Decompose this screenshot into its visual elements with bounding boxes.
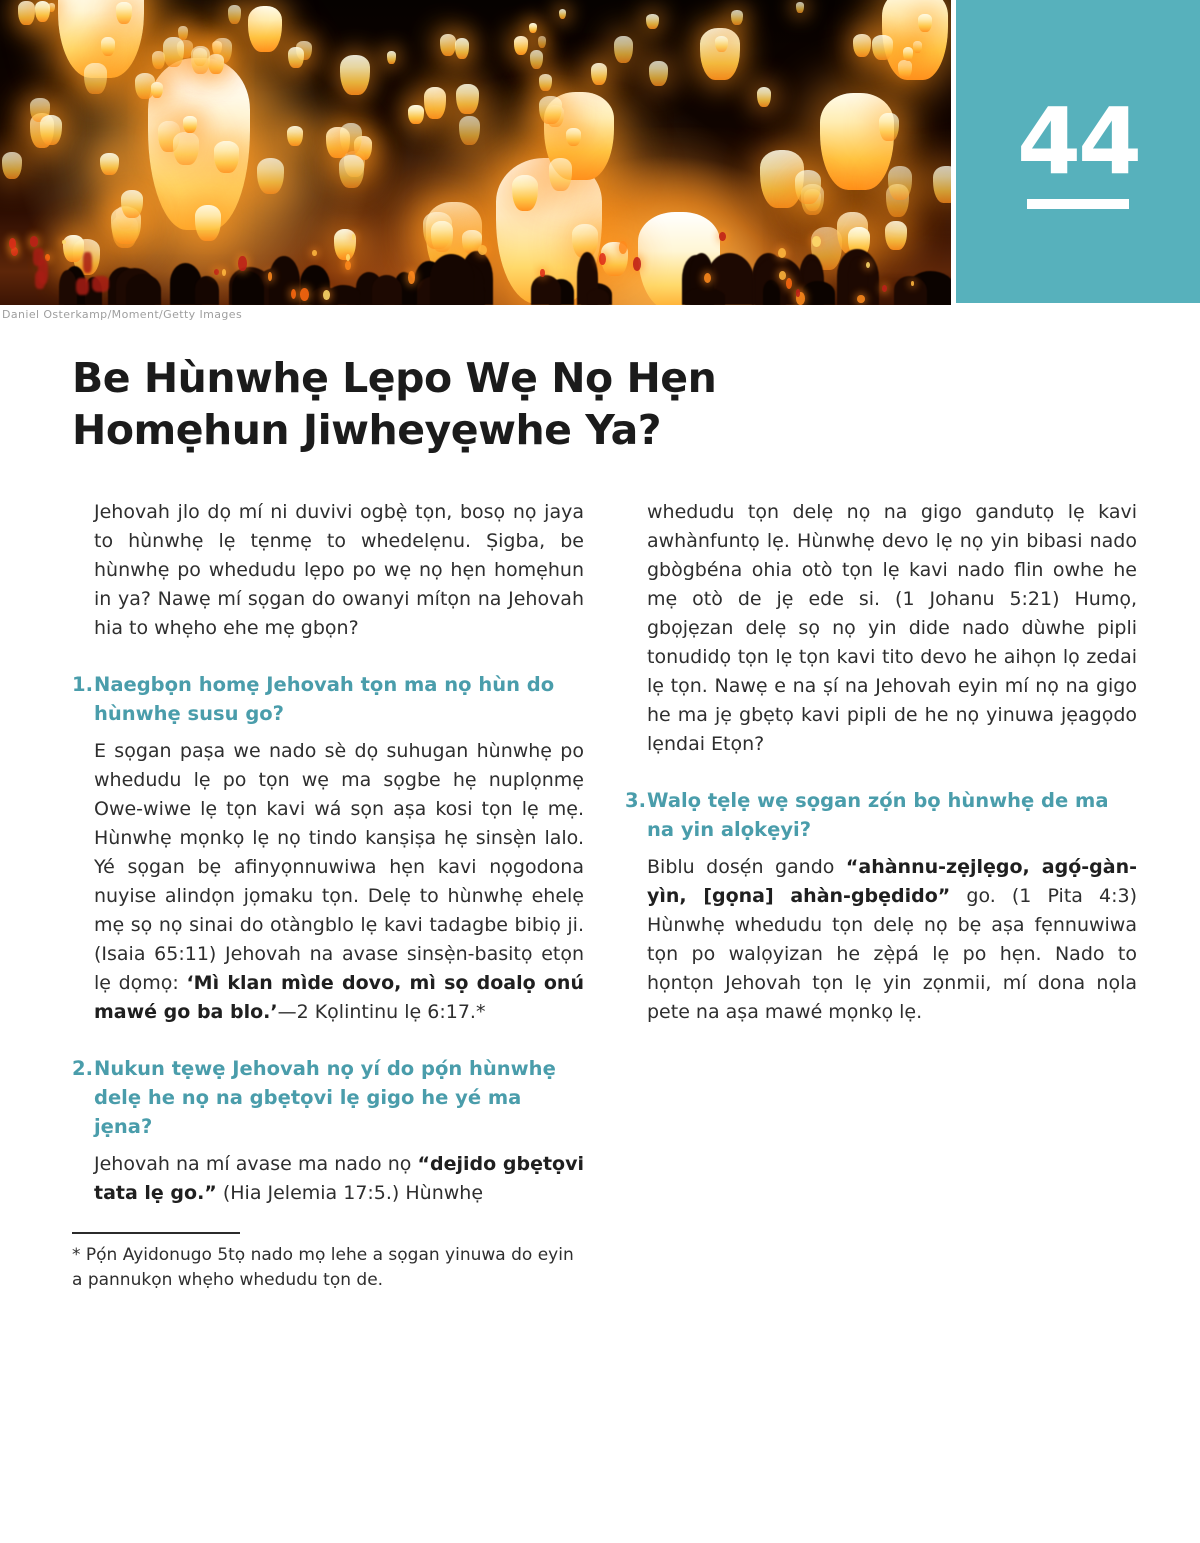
crowd-silhouette — [328, 285, 361, 305]
lantern-shape — [903, 47, 914, 61]
question-3-number: 3. — [625, 789, 646, 812]
lantern-shape — [795, 170, 822, 204]
chapter-number-underline — [1027, 199, 1129, 209]
ember-light — [796, 289, 800, 296]
lantern-shape — [879, 113, 899, 141]
lantern-shape — [566, 128, 581, 147]
lantern-shape — [387, 51, 396, 63]
lantern-shape — [646, 14, 658, 30]
crowd-silhouette — [531, 275, 561, 305]
q2-scripture-quote: “dejido gbẹtọvi tata lẹ go.” — [94, 1153, 585, 1204]
intro-paragraph: Jehovah jlo dọ mí ni duvivi ogbẹ̀ tọn, bosọ nọ jaya to hùnwhẹ lẹ tẹnmẹ to whedelẹnu. Ṣigba, be hùnwhẹ po whedudu lẹpo po wẹ nọ hẹn homẹhun in ya? Nawẹ mí sọgan do owanyi mítọn na Jehovah hia to whẹho ehe mẹ gbọn? — [94, 501, 584, 639]
question-1-paragraph — [72, 737, 584, 1027]
left-column — [72, 498, 584, 1293]
crowd-silhouette — [232, 271, 264, 305]
lantern-shape — [455, 38, 469, 59]
question-1-heading — [72, 670, 584, 728]
lantern-shape — [40, 115, 63, 146]
ember-light — [291, 289, 296, 299]
page-title-line2: Homẹhun Jiwheyẹwhe Ya? — [72, 406, 662, 454]
lantern-shape — [151, 82, 163, 99]
lantern-shape — [18, 1, 35, 24]
crowd-silhouette — [894, 276, 927, 305]
lantern-shape — [539, 74, 552, 91]
q3-scripture-quote: “ahànnu-zẹjlẹgo, agọ́-gàn-yìn, [gọna] ahàn-gbẹdido” — [647, 856, 1137, 907]
lantern-shape — [898, 60, 912, 78]
lantern-shape — [2, 152, 22, 180]
lantern-shape — [529, 23, 537, 33]
ember-light — [30, 236, 39, 246]
lantern-shape — [440, 34, 456, 56]
question-2-heading — [72, 1054, 584, 1141]
q1-scripture-quote: ‘Mì klan mìde dovo, mì sọ doalọ onú mawé go ba blo.’ — [94, 972, 584, 1023]
ember-light — [633, 257, 642, 271]
crowd-silhouette — [126, 274, 161, 305]
lantern-shape — [116, 2, 132, 24]
ember-light — [786, 278, 792, 289]
lantern-shape — [614, 36, 633, 63]
lantern-shape — [408, 105, 423, 124]
crowd-silhouette — [587, 289, 610, 305]
red-clothing-accent — [33, 248, 44, 266]
ember-light — [9, 238, 16, 249]
question-2-paragraph-continued: whedudu tọn delẹ nọ na gigo gandutọ lẹ kavi awhànfuntọ lẹ. Hùnwhẹ devo lẹ nọ yin bibasi nado gbògbéna ohia otò tọn lẹ kavi nado flin owhe he mẹ otò de jẹ ede si. (1 Johanu 5:21) Humọ, gbọjẹzan delẹ sọ nọ yin dide nado dùwhe pipli tonudidọ tọn lẹ tọn kavi tito devo he aihọn lọ zedai lẹ tọn. Nawẹ e na ṣí na Jehovah eyin mí nọ na gigo he ma jẹ gbẹtọ kavi pipli de he nọ yinuwa jẹagọdo lẹndai Etọn? — [647, 501, 1137, 755]
lantern-shape — [918, 14, 932, 32]
question-1-number: 1. — [72, 673, 93, 696]
ember-light — [62, 240, 65, 244]
ember-light — [478, 245, 487, 255]
page-title — [72, 352, 1132, 456]
footnote-divider — [72, 1232, 240, 1234]
crowd-silhouette — [430, 254, 475, 305]
crowd-silhouette — [372, 275, 403, 305]
lantern-shape — [649, 61, 668, 86]
red-clothing-accent — [83, 252, 92, 272]
lantern-shape — [228, 5, 241, 24]
question-2-paragraph-start — [72, 1150, 584, 1208]
ember-light — [408, 271, 415, 284]
question-3-heading — [625, 786, 1137, 844]
lantern-shape — [715, 36, 729, 52]
lantern-shape — [731, 10, 743, 24]
red-clothing-accent — [92, 276, 110, 292]
right-column — [625, 498, 1137, 1293]
q1-scripture-reference: —2 Kọlintinu lẹ 6:17.* — [277, 1001, 486, 1023]
lantern-shape — [549, 158, 572, 191]
lantern-shape — [888, 166, 912, 201]
question-1-text: Naegbọn homẹ Jehovah tọn ma nọ hùn do hùnwhẹ susu go? — [94, 673, 555, 725]
ember-light — [599, 253, 606, 265]
ember-light — [540, 269, 544, 276]
question-2-text: Nukun tẹwẹ Jehovah nọ yí do pọ́n hùnwhẹ delẹ he nọ na gbẹtọvi lẹ gigo he yé ma jẹna? — [94, 1057, 556, 1138]
lantern-shape — [340, 123, 362, 154]
lantern-shape — [183, 116, 197, 133]
lantern-shape — [933, 166, 951, 203]
crowd-silhouette — [59, 270, 77, 305]
crowd-silhouette — [269, 256, 300, 305]
page-title-line1: Be Hùnwhẹ Lẹpo Wẹ Nọ Hẹn — [72, 354, 717, 402]
lantern-shape — [163, 37, 184, 67]
photo-credit: Daniel Osterkamp/Moment/Getty Images — [2, 308, 243, 321]
ember-light — [300, 288, 309, 301]
question-3-paragraph — [625, 853, 1137, 1027]
chapter-number: 44 — [1016, 88, 1140, 195]
q1-text-segment: E sọgan paṣa we nado sè dọ suhugan hùnwhẹ po whedudu lẹ po tọn wẹ ma sọgbe hẹ nuplọnmẹ Owe-wiwe lẹ tọn kavi wá sọn aṣa kosi tọn lẹ mẹ. Hùnwhẹ mọnkọ lẹ nọ tindo kanṣiṣa hẹ sinsẹ̀n lalo. Yé sọgan bẹ afinyọnnuwiwa hẹn kavi nọgodona nuyise alindọn jọmaku tọn. Delẹ to hùnwhẹ ehelẹ mẹ sọ nọ sinai do otàngblo lẹ kavi tadagbe bibiọ ji. (Isaia 65:11) Jehovah na avase sinsẹ̀n-basitọ etọn lẹ dọmọ: — [94, 740, 584, 994]
footnote-text: * Pọ́n Ayidonugo 5tọ nado mọ lehe a sọgan yinuwa do eyin a pannukọn whẹho whedudu tọn de. — [72, 1245, 574, 1290]
lantern-shape — [84, 63, 106, 94]
lantern-shape — [539, 96, 562, 125]
lantern-shape — [248, 6, 282, 52]
lantern-shape — [538, 36, 546, 48]
lantern-shape — [287, 126, 303, 146]
red-clothing-accent — [76, 278, 89, 296]
question-3-text: Walọ tẹlẹ wẹ sọgan zọ́n bọ hùnwhẹ de ma na yin alọkẹyi? — [647, 789, 1109, 841]
lantern-shape — [191, 46, 210, 73]
crowd-silhouette — [195, 276, 220, 305]
lantern-shape — [339, 155, 365, 187]
lantern-shape — [456, 84, 479, 115]
lantern-shape — [288, 47, 304, 69]
q2-text-segment: Jehovah na mí avase ma nado nọ — [94, 1153, 418, 1175]
crowd-silhouette — [685, 288, 725, 305]
lantern-shape — [424, 87, 446, 118]
lantern-shape — [195, 205, 221, 241]
lantern-shape — [208, 54, 224, 74]
ember-light — [345, 261, 351, 271]
q3-text-segment-2: go. (1 Pita 4:3) Hùnwhẹ whedudu tọn delẹ nọ bẹ aṣa fẹnnuwiwa tọn po walọyizan he zẹ̀pá lẹ po hẹn. Nado to họntọn Jehovah tọn lẹ yin zọnmii, mí dona nọla pete na aṣa mawé mọnkọ lẹ. — [647, 885, 1137, 1023]
ember-light — [857, 295, 865, 303]
chapter-number-box — [956, 0, 1200, 303]
lantern-shape — [796, 2, 804, 13]
body-columns — [72, 498, 1137, 1293]
ember-light — [222, 269, 226, 275]
crowd-silhouette — [763, 280, 780, 305]
lantern-shape — [214, 141, 240, 172]
lantern-shape — [100, 153, 119, 176]
lantern-festival-photo — [0, 0, 951, 305]
ember-light — [268, 272, 272, 280]
ember-light — [812, 236, 821, 247]
lantern-shape — [63, 235, 84, 262]
lantern-shape — [257, 158, 284, 195]
lantern-shape — [872, 35, 893, 60]
lantern-shape — [514, 36, 529, 55]
ember-light — [323, 290, 330, 300]
lantern-shape — [459, 116, 480, 146]
ember-light — [238, 256, 246, 271]
lantern-shape — [820, 93, 894, 190]
q2-text-segment-2: (Hia Jelemia 17:5.) Hùnwhẹ — [216, 1182, 484, 1204]
ember-light — [346, 254, 350, 261]
question-2-number: 2. — [72, 1057, 93, 1080]
lantern-shape — [431, 221, 453, 252]
ember-light — [779, 271, 786, 279]
lantern-shape — [591, 63, 607, 85]
lantern-shape — [173, 132, 199, 165]
lantern-shape — [340, 55, 370, 95]
crowd-silhouette — [802, 281, 834, 305]
lantern-shape — [121, 190, 144, 218]
q3-text-segment: Biblu dosẹ́n gando — [647, 856, 846, 878]
ember-light — [866, 262, 870, 268]
lantern-shape — [512, 175, 539, 211]
lantern-shape — [853, 34, 872, 57]
ember-light — [719, 232, 726, 241]
